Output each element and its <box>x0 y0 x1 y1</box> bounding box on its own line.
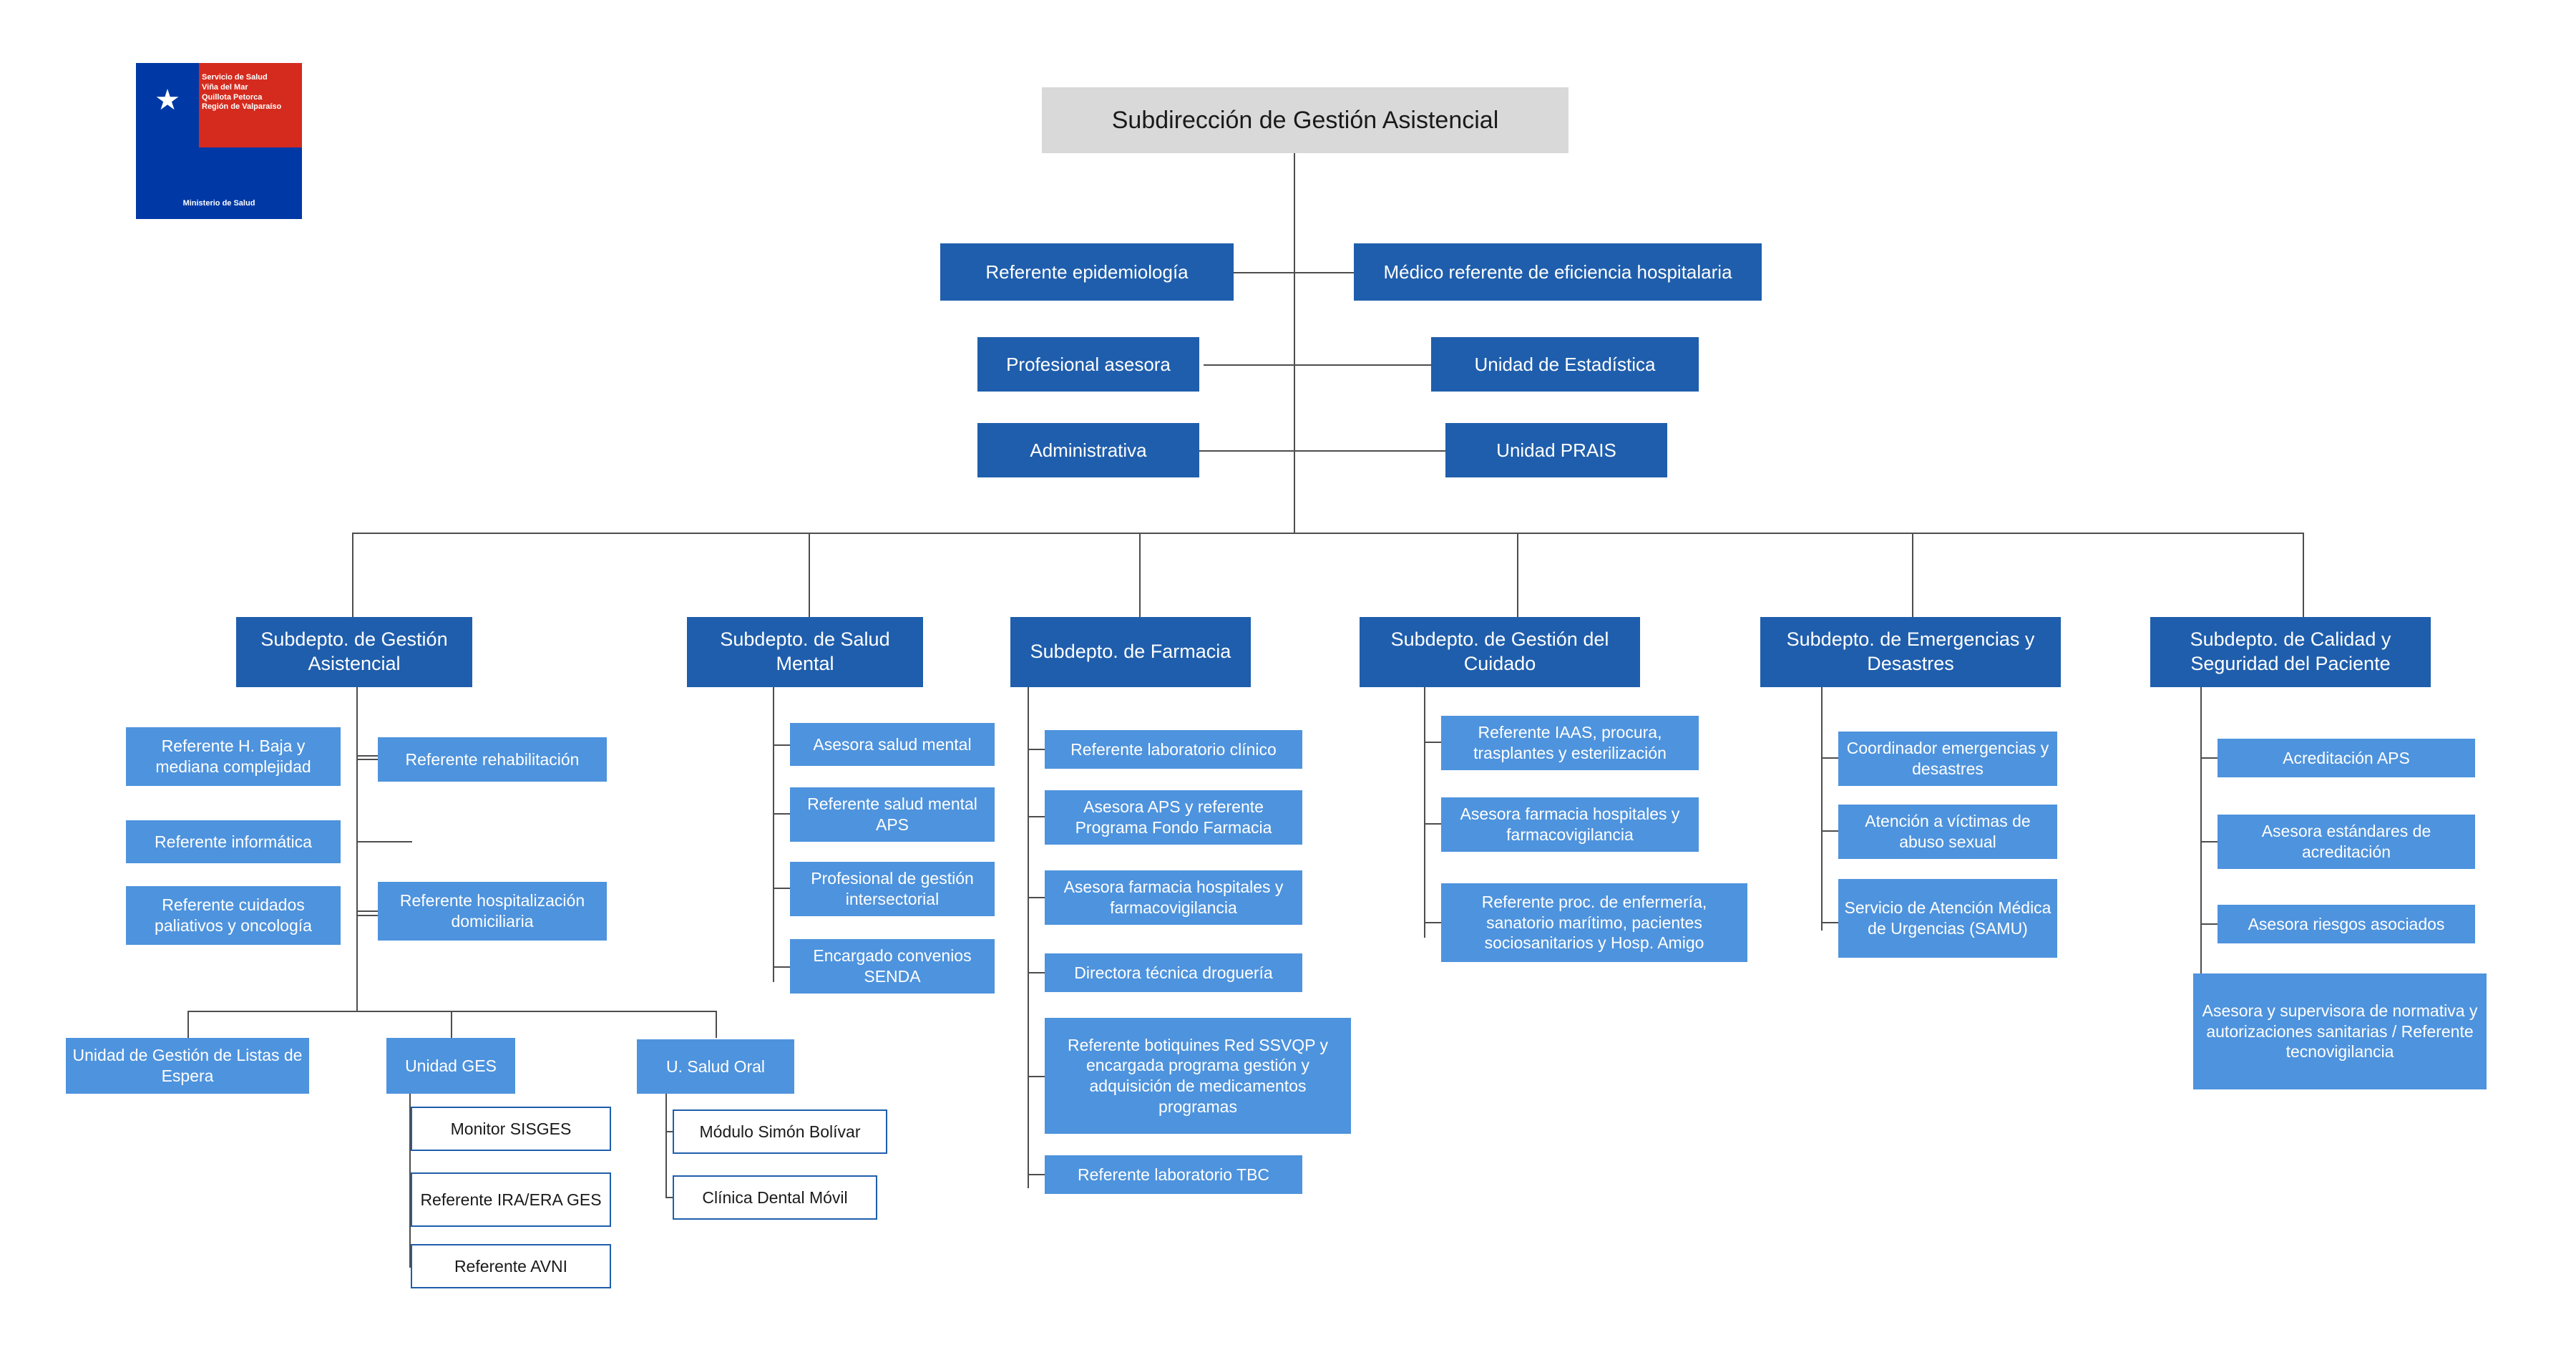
logo-line-3: Quillota Petorca <box>202 92 263 102</box>
connector-d2-4 <box>773 966 790 968</box>
node-referente-botiquines-red-ssvqp[interactable]: Referente botiquines Red SSVQP y encargada programa gestión y adquisición de medicamentos programas <box>1045 1018 1351 1134</box>
connector-dept-drop-1 <box>352 533 353 617</box>
connector-d3-trunk <box>1028 687 1029 1188</box>
connector-d3-1 <box>1028 749 1045 750</box>
node-encargado-convenios-senda[interactable]: Encargado convenios SENDA <box>790 939 995 994</box>
node-asesora-estandares-acreditacion[interactable]: Asesora estándares de acreditación <box>2218 815 2475 869</box>
connector-d2-1 <box>773 744 790 746</box>
department-header-calidad-seguridad[interactable]: Subdepto. de Calidad y Seguridad del Paciente <box>2150 617 2431 687</box>
staff-node-administrativa[interactable]: Administrativa <box>977 423 1199 477</box>
connector-d2-3 <box>773 888 790 889</box>
node-asesora-farmacia-hospitales-farmacovigilancia-2[interactable]: Asesora farmacia hospitales y farmacovigilancia <box>1441 797 1699 852</box>
node-referente-informatica[interactable]: Referente informática <box>126 820 341 863</box>
node-coordinador-emergencias-desastres[interactable]: Coordinador emergencias y desastres <box>1838 732 2057 786</box>
ministry-of-health-logo <box>136 63 302 219</box>
node-acreditacion-aps[interactable]: Acreditación APS <box>2218 739 2475 777</box>
connector-department-bus <box>352 533 2304 534</box>
connector-d2-trunk <box>773 687 774 982</box>
connector-d3-4 <box>1028 972 1045 973</box>
department-header-gestion-asistencial[interactable]: Subdepto. de Gestión Asistencial <box>236 617 472 687</box>
connector-dept-drop-4 <box>1517 533 1518 617</box>
connector-d3-3 <box>1028 897 1045 898</box>
node-referente-laboratorio-clinico[interactable]: Referente laboratorio clínico <box>1045 730 1302 769</box>
node-referente-proc-enfermeria[interactable]: Referente proc. de enfermería, sanatorio marítimo, pacientes sociosanitarios y Hosp. Amigo <box>1441 883 1747 962</box>
logo-line-2: Viña del Mar <box>202 82 248 92</box>
node-atencion-victimas-abuso-sexual[interactable]: Atención a víctimas de abuso sexual <box>1838 805 2057 859</box>
logo-line-4: Región de Valparaíso <box>202 102 282 112</box>
unit-node-gestion-listas-espera[interactable]: Unidad de Gestión de Listas de Espera <box>66 1038 309 1094</box>
logo-line-1: Servicio de Salud <box>202 73 268 82</box>
node-modulo-simon-bolivar[interactable]: Módulo Simón Bolívar <box>673 1109 887 1154</box>
node-referente-rehabilitacion[interactable]: Referente rehabilitación <box>378 737 607 782</box>
connector-dept-drop-3 <box>1139 533 1141 617</box>
node-asesora-supervisora-normativa[interactable]: Asesora y supervisora de normativa y autorizaciones sanitarias / Referente tecnovigilancia <box>2193 973 2487 1089</box>
connector-dept-drop-2 <box>809 533 810 617</box>
department-header-salud-mental[interactable]: Subdepto. de Salud Mental <box>687 617 923 687</box>
flag-blue-field <box>136 63 199 147</box>
connector-d3-5 <box>1028 1076 1045 1077</box>
staff-node-profesional-asesora[interactable]: Profesional asesora <box>977 337 1199 392</box>
staff-node-unidad-prais[interactable]: Unidad PRAIS <box>1445 423 1667 477</box>
staff-node-referente-epidemiologia[interactable]: Referente epidemiología <box>940 243 1234 301</box>
node-asesora-farmacia-hospitales-farmacovigilancia-1[interactable]: Asesora farmacia hospitales y farmacovigilancia <box>1045 870 1302 925</box>
node-asesora-aps-fondo-farmacia[interactable]: Asesora APS y referente Programa Fondo Farmacia <box>1045 790 1302 845</box>
connector-d1-l2 <box>356 841 412 842</box>
node-referente-hospitalizacion-domiciliaria[interactable]: Referente hospitalización domiciliaria <box>378 882 607 941</box>
connector-dept-drop-5 <box>1912 533 1913 617</box>
logo-ministry-label: Ministerio de Salud <box>182 199 255 208</box>
unit-node-salud-oral[interactable]: U. Salud Oral <box>637 1039 794 1094</box>
node-asesora-riesgos-asociados[interactable]: Asesora riesgos asociados <box>2218 905 2475 943</box>
node-referente-baja-mediana-complejidad[interactable]: Referente H. Baja y mediana complejidad <box>126 727 341 786</box>
connector-d6-3 <box>2200 923 2218 925</box>
connector-d6-2 <box>2200 841 2218 842</box>
staff-node-unidad-estadistica[interactable]: Unidad de Estadística <box>1431 337 1699 392</box>
connector-staff-row-3 <box>1174 450 1445 452</box>
connector-d1-unit-drop-3 <box>716 1011 717 1038</box>
node-referente-avni[interactable]: Referente AVNI <box>411 1244 611 1288</box>
connector-d4-3 <box>1424 922 1441 923</box>
connector-root-spine <box>1294 153 1295 533</box>
connector-d1-unit-drop-2 <box>451 1011 452 1038</box>
node-referente-ira-era-ges[interactable]: Referente IRA/ERA GES <box>411 1172 611 1227</box>
flag-star-icon: ★ <box>155 84 180 116</box>
connector-d5-1 <box>1821 757 1838 759</box>
connector-d4-trunk <box>1424 687 1425 938</box>
node-asesora-salud-mental[interactable]: Asesora salud mental <box>790 723 995 766</box>
connector-staff-row-2 <box>1204 364 1431 366</box>
node-referente-laboratorio-tbc[interactable]: Referente laboratorio TBC <box>1045 1155 1302 1194</box>
connector-d3-6 <box>1028 1174 1045 1175</box>
connector-dept-drop-6 <box>2303 533 2304 617</box>
node-samu[interactable]: Servicio de Atención Médica de Urgencias (SAMU) <box>1838 879 2057 958</box>
department-header-gestion-del-cuidado[interactable]: Subdepto. de Gestión del Cuidado <box>1360 617 1640 687</box>
department-header-emergencias-desastres[interactable]: Subdepto. de Emergencias y Desastres <box>1760 617 2061 687</box>
node-referente-cuidados-paliativos-oncologia[interactable]: Referente cuidados paliativos y oncología <box>126 886 341 945</box>
connector-d1-r-trunk <box>356 687 358 759</box>
connector-d4-2 <box>1424 823 1441 825</box>
flag-bottom <box>136 147 302 219</box>
connector-d1-r2 <box>356 910 378 912</box>
node-profesional-gestion-intersectorial[interactable]: Profesional de gestión intersectorial <box>790 862 995 916</box>
connector-d4-1 <box>1424 742 1441 743</box>
connector-d5-trunk <box>1821 687 1823 931</box>
node-clinica-dental-movil[interactable]: Clínica Dental Móvil <box>673 1175 877 1220</box>
logo-wordmark <box>202 73 299 112</box>
connector-d6-1 <box>2200 757 2218 759</box>
node-monitor-sisges[interactable]: Monitor SISGES <box>411 1107 611 1151</box>
department-header-farmacia[interactable]: Subdepto. de Farmacia <box>1010 617 1251 687</box>
connector-d5-3 <box>1821 922 1838 923</box>
node-referente-salud-mental-aps[interactable]: Referente salud mental APS <box>790 787 995 842</box>
connector-staff-row-1 <box>1234 272 1354 273</box>
staff-node-medico-eficiencia-hospitalaria[interactable]: Médico referente de eficiencia hospitalaria <box>1354 243 1762 301</box>
root-node-subdireccion[interactable]: Subdirección de Gestión Asistencial <box>1042 87 1568 153</box>
unit-node-unidad-ges[interactable]: Unidad GES <box>386 1038 515 1094</box>
connector-d1-r1 <box>356 759 378 760</box>
connector-d3-2 <box>1028 816 1045 817</box>
node-referente-iaas-procura-trasplantes[interactable]: Referente IAAS, procura, trasplantes y esterilización <box>1441 716 1699 770</box>
connector-d2-2 <box>773 813 790 815</box>
connector-d1-unit-drop-1 <box>187 1011 189 1038</box>
connector-d5-2 <box>1821 830 1838 832</box>
connector-oral-trunk <box>665 1082 667 1197</box>
node-directora-tecnica-drogueria[interactable]: Directora técnica droguería <box>1045 953 1302 992</box>
